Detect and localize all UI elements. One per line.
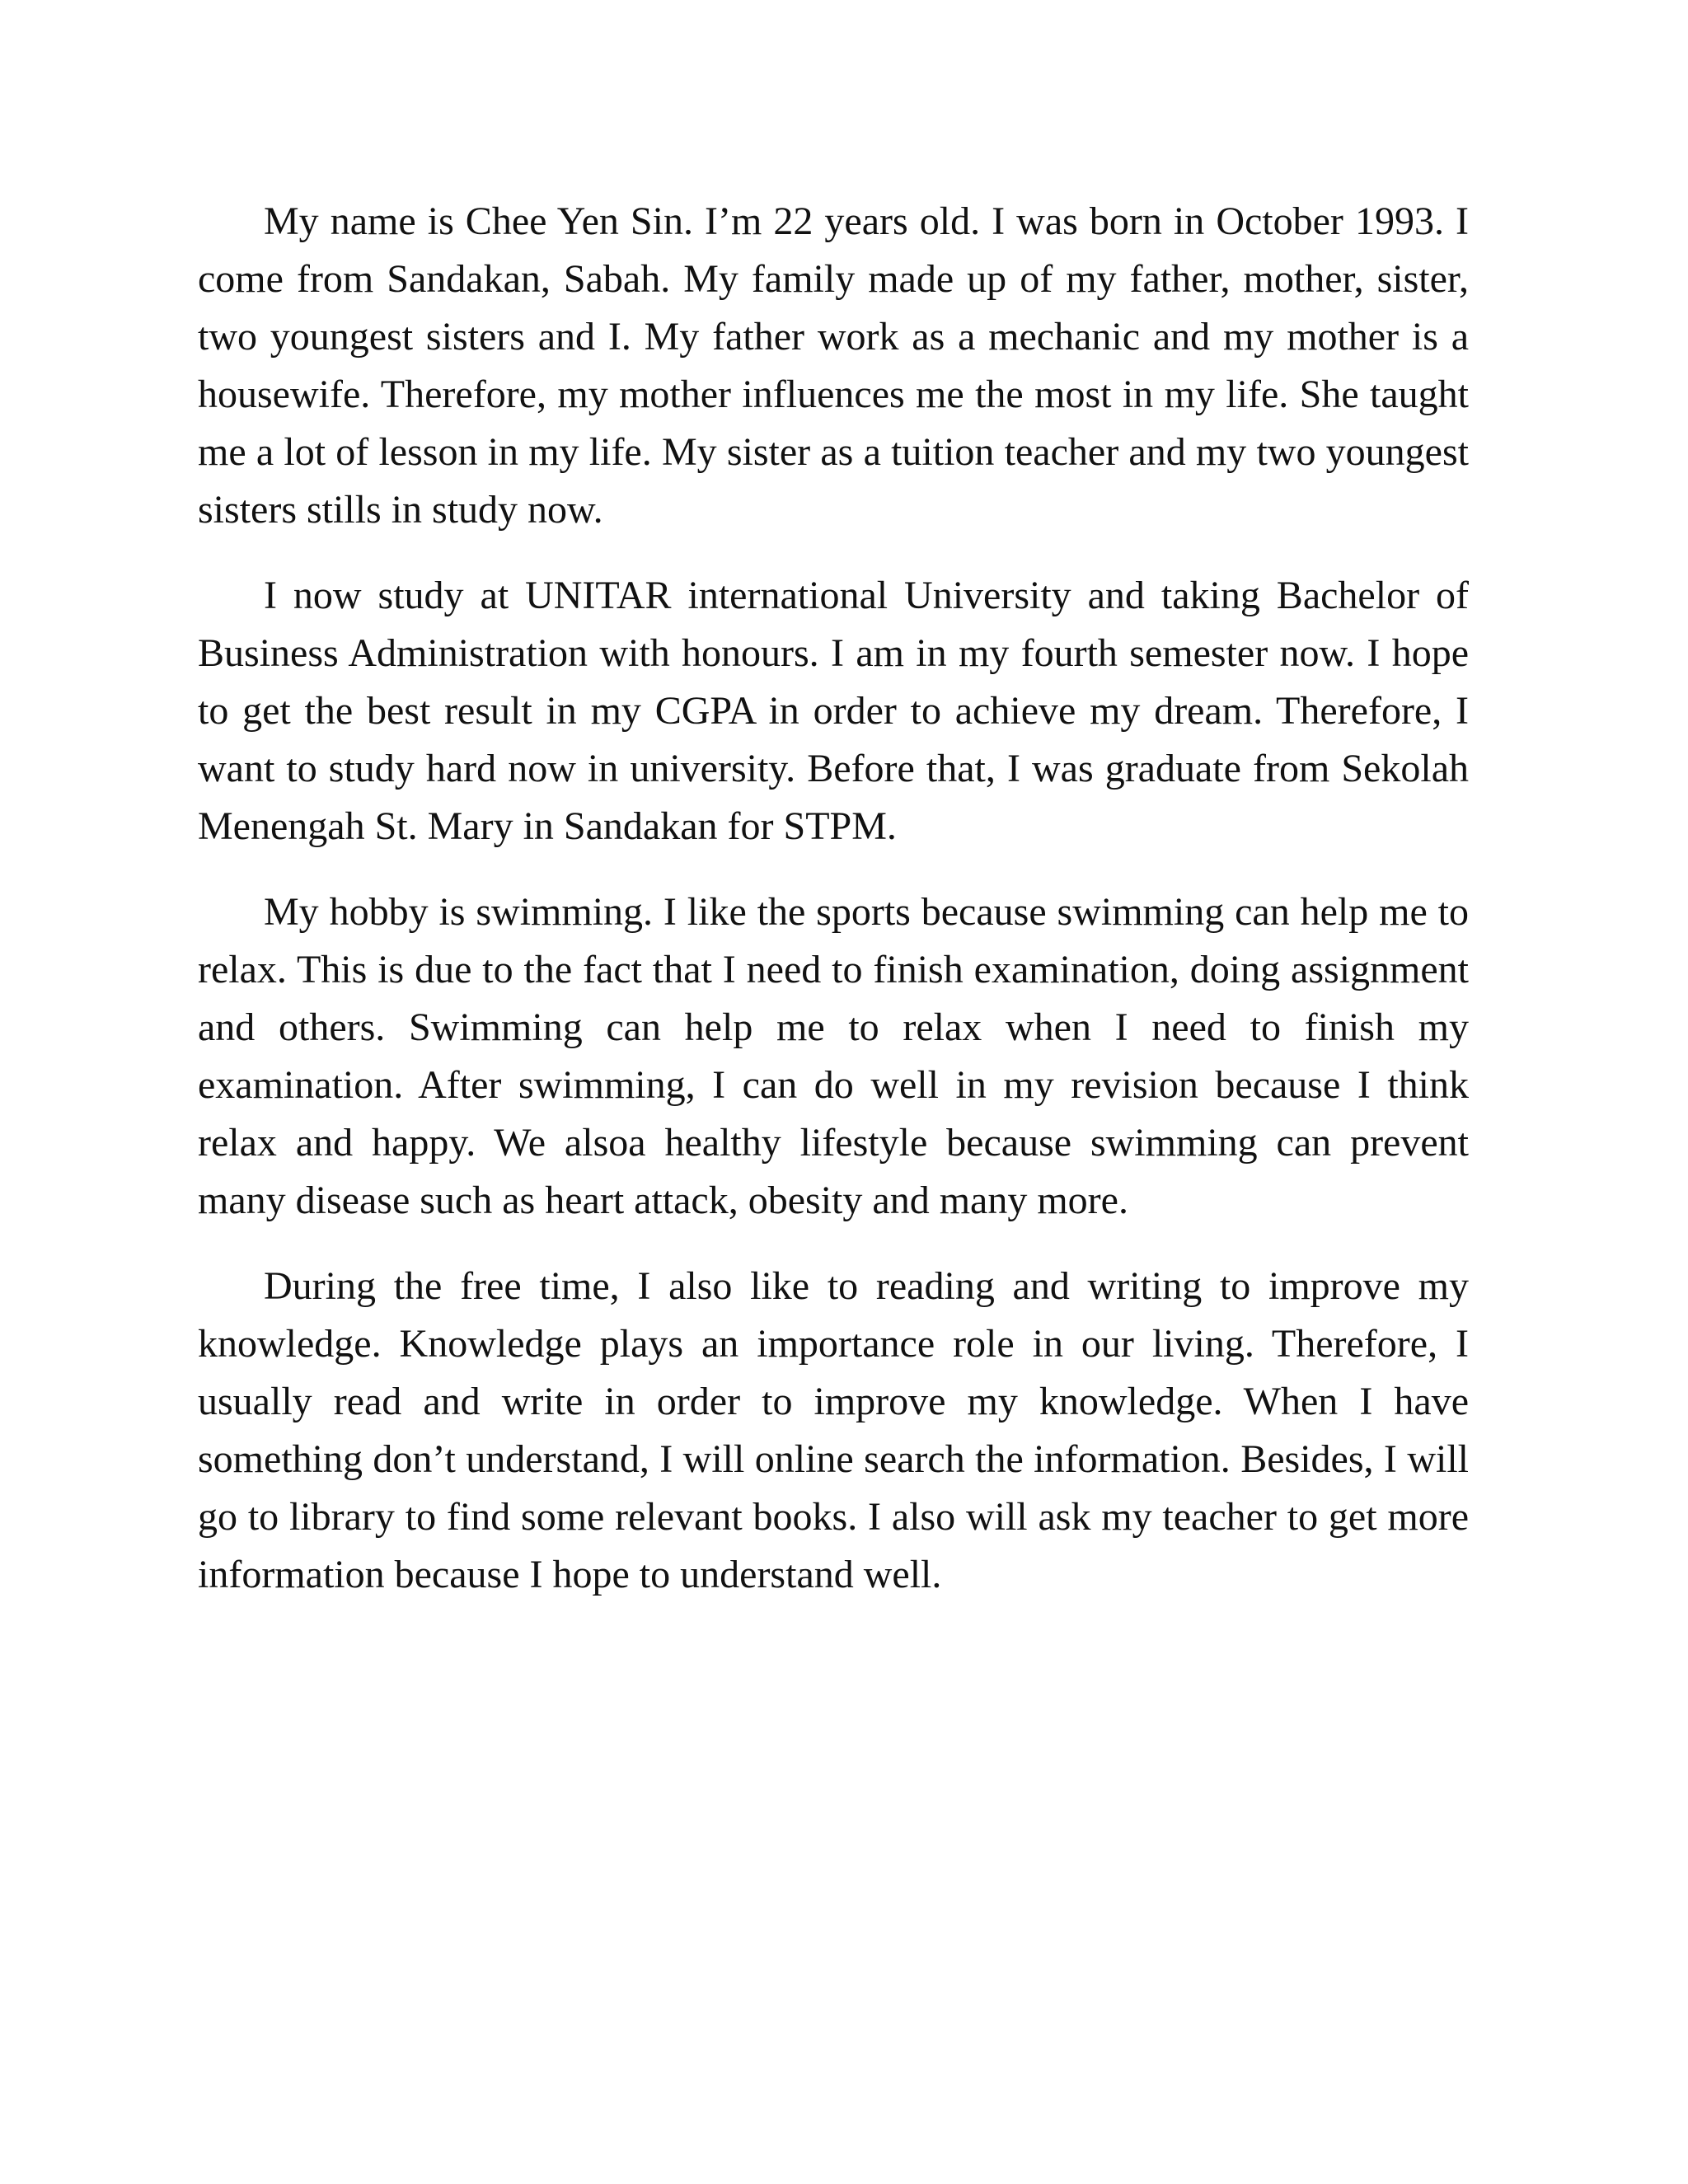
- paragraph-family: My name is Chee Yen Sin. I’m 22 years old. I was born in October 1993. I come from Sandakan, Sabah. My family made up of my father, mother, sister, two youngest sisters and I. My father work as a mechanic and my mother is a housewife. Therefore, my mother influences me the most in my life. She taught me a lot of lesson in my life. My sister as a tuition teacher and my two youngest sisters stills in study now.: [198, 199, 1469, 532]
- paragraph-education: I now study at UNITAR international University and taking Bachelor of Business Administration with honours. I am in my fourth semester now. I hope to get the best result in my CGPA in order to achieve my dream. Therefore, I want to study hard now in university. Before that, I was graduate from Sekolah Menengah St. Mary in Sandakan for STPM.: [198, 574, 1469, 848]
- paragraph-hobby: My hobby is swimming. I like the sports because swimming can help me to relax. This is due to the fact that I need to finish examination, doing assignment and others. Swimming can help me to relax when I need to finish my examination. After swimming, I can do well in my revision because I think relax and happy. We alsoa healthy lifestyle because swimming can prevent many disease such as heart attack, obesity and many more.: [198, 890, 1469, 1222]
- paragraph-free-time: During the free time, I also like to reading and writing to improve my knowledge. Knowledge plays an importance role in our living. Therefore, I usually read and write in order to improve my knowledge. When I have something don’t understand, I will online search the information. Besides, I will go to library to find some relevant books. I also will ask my teacher to get more information because I hope to understand well.: [198, 1264, 1469, 1596]
- document-body: [198, 193, 1469, 1604]
